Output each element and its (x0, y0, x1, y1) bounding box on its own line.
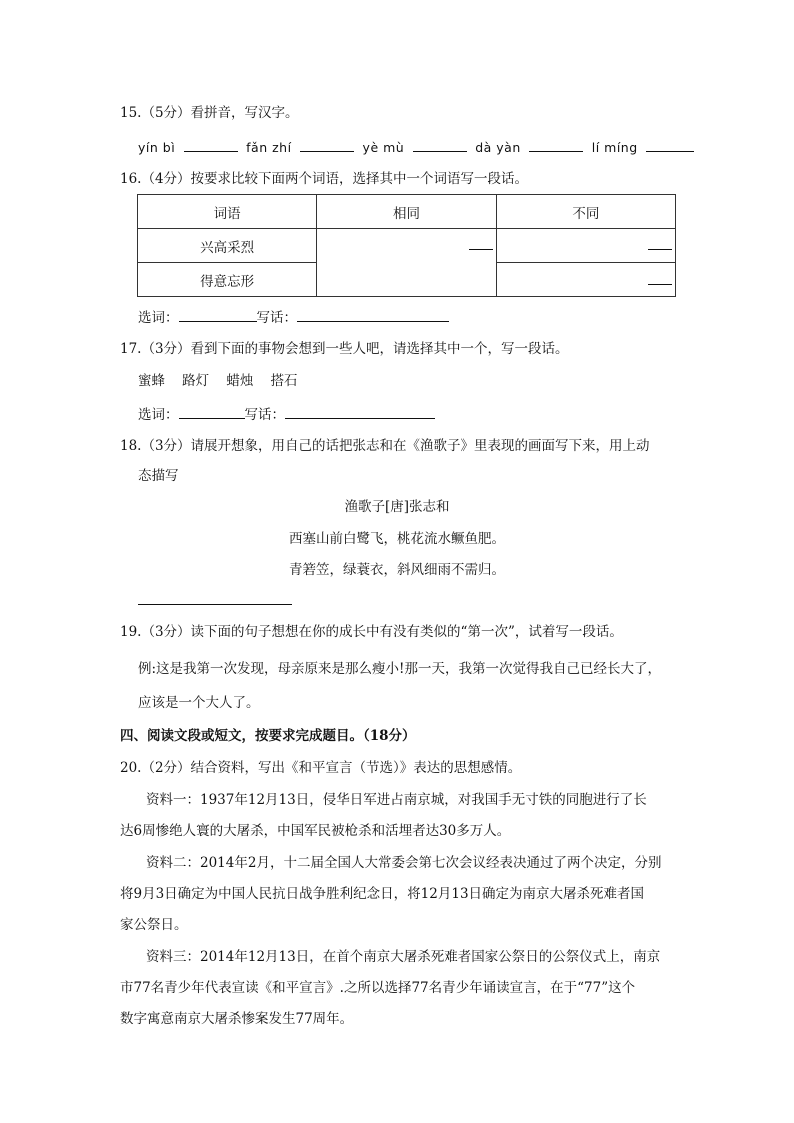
material-1-line1: 资料一：1937年12月13日，侵华日军进占南京城，对我国手无寸铁的同胞进行了长 (146, 792, 647, 808)
q16-write-blank[interactable] (297, 307, 449, 322)
poem-line-2: 青箬笠，绿蓑衣，斜风细雨不需归。 (289, 562, 505, 578)
q15-pinyin-row (138, 137, 694, 158)
q19-example-line2: 应该是一个大人了。 (138, 695, 260, 711)
material-3-line2: 市77名青少年代表宣读《和平宣言》.之所以选择77名青少年诵读宣言，在于“77”这个 (120, 980, 636, 996)
q16-choose-blank[interactable] (179, 307, 257, 322)
q17-choose-label: 选词： (138, 407, 179, 423)
q15-pinyin-5: lí míng (591, 140, 638, 155)
q17-write-label: 写话： (244, 407, 285, 423)
q17-items-row (138, 371, 298, 391)
table-word-2: 得意忘形 (138, 263, 317, 297)
table-header-same: 相同 (317, 195, 496, 229)
diff-answer-blank-2[interactable] (648, 284, 672, 285)
q15-blank-4[interactable] (529, 137, 583, 152)
q15-pinyin-1: yín bì (138, 140, 176, 155)
diff-cell-divider (497, 262, 675, 263)
q15-pinyin-3: yè mù (362, 140, 405, 155)
material-2-line1: 资料二：2014年2月，十二届全国人大常委会第七次会议经表决通过了两个决定，分别 (146, 855, 662, 871)
q16-write-label: 写话： (256, 310, 297, 326)
material-2-line2: 将9月3日确定为中国人民抗日战争胜利纪念日，将12月13日确定为南京大屠杀死难者国 (120, 886, 645, 902)
q17-item-4: 搭石 (270, 373, 298, 389)
poem-line-1: 西塞山前白鹭飞，桃花流水鳜鱼肥。 (289, 531, 505, 547)
q17-choose-blank[interactable] (179, 404, 245, 419)
q18-title-line2: 态描写 (138, 468, 179, 484)
material-3-line1: 资料三：2014年12月13日，在首个南京大屠杀死难者国家公祭日的公祭仪式上，南京 (146, 949, 661, 965)
q15-blank-3[interactable] (413, 137, 467, 152)
same-answer-blank[interactable] (469, 249, 493, 250)
q17-title: 17.（3分）看到下面的事物会想到一些人吧，请选择其中一个，写一段话。 (120, 341, 569, 357)
table-header-word: 词语 (138, 195, 317, 229)
q16-choose-label: 选词： (138, 310, 179, 326)
material-2-line3: 家公祭日。 (120, 917, 188, 933)
q17-write-blank[interactable] (285, 404, 435, 419)
table-diff-cell[interactable] (496, 229, 675, 297)
table-header-diff: 不同 (496, 195, 675, 229)
q15-pinyin-4: dà yàn (475, 140, 521, 155)
material-3-line3: 数字寓意南京大屠杀惨案发生77周年。 (120, 1011, 354, 1027)
q18-answer-line[interactable] (138, 604, 292, 605)
q16-answer-row (138, 307, 449, 328)
q17-item-2: 路灯 (182, 373, 210, 389)
diff-answer-blank-1[interactable] (648, 249, 672, 250)
material-1-line2: 达6周惨绝人寰的大屠杀，中国军民被枪杀和活埋者达30多万人。 (120, 823, 511, 839)
q19-example-line1: 例:这是我第一次发现，母亲原来是那么瘦小!那一天，我第一次觉得我自己已经长大了， (138, 661, 661, 677)
q15-title: 15.（5分）看拼音，写汉字。 (120, 105, 299, 121)
table-same-cell[interactable] (317, 229, 496, 297)
q15-blank-2[interactable] (300, 137, 354, 152)
q15-pinyin-2: fǎn zhí (246, 140, 292, 155)
q16-compare-table (137, 194, 676, 297)
q18-title-line1: 18.（3分）请展开想象，用自己的话把张志和在《渔歌子》里表现的画面写下来，用上动 (120, 438, 650, 454)
q20-title: 20.（2分）结合资料，写出《和平宣言（节选）》表达的思想感情。 (120, 760, 522, 776)
poem-title: 渔歌子[唐]张志和 (344, 499, 450, 515)
q17-answer-row (138, 404, 435, 425)
q15-blank-5[interactable] (646, 137, 694, 152)
q16-title: 16.（4分）按要求比较下面两个词语，选择其中一个词语写一段话。 (120, 171, 529, 187)
q19-title: 19.（3分）读下面的句子想想在你的成长中有没有类似的“第一次”，试着写一段话。 (120, 624, 623, 640)
q17-item-1: 蜜蜂 (138, 373, 165, 389)
q15-blank-1[interactable] (184, 137, 238, 152)
q17-item-3: 蜡烛 (226, 373, 254, 389)
table-word-1: 兴高采烈 (138, 229, 317, 263)
section-4-heading: 四、阅读文段或短文，按要求完成题目。（18分） (120, 728, 416, 744)
